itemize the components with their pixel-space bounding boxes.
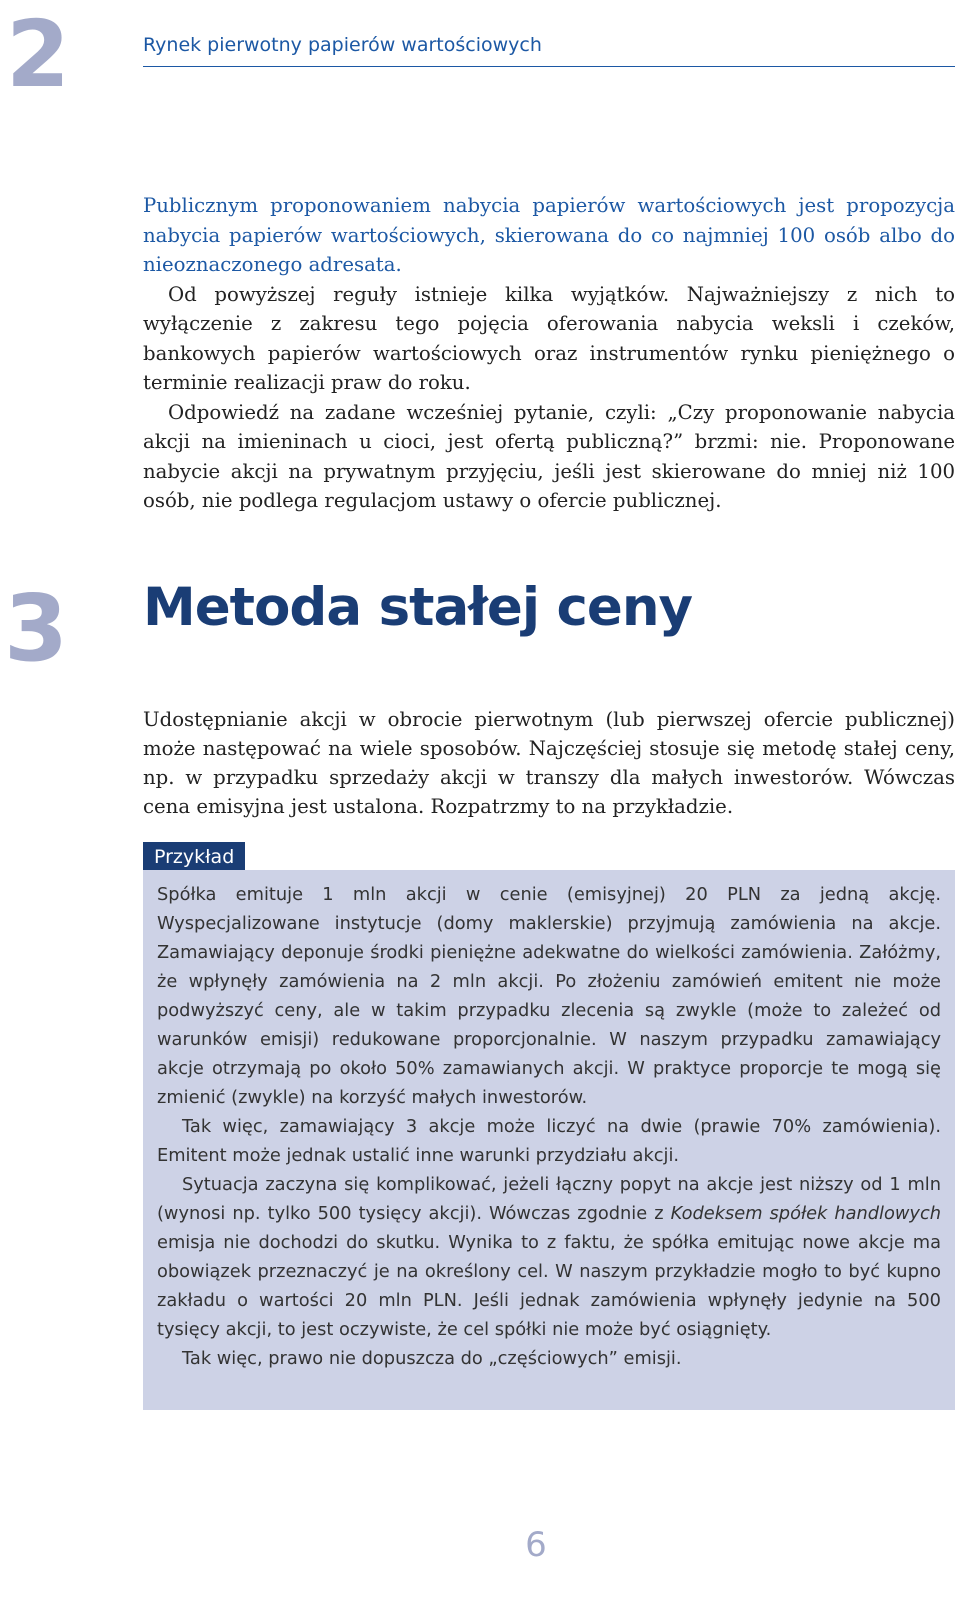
answer-paragraph: Odpowiedź na zadane wcześniej pytanie, czyli: „Czy proponowanie nabycia akcji na imieninach u cioci, jest ofertą publiczną?” brzmi: nie. Proponowane nabycie akcji na prywatnym przyjęciu, jeśli jest skierowane do mniej niż 100 osób, nie podlega regulacjom ustawy o ofercie publicznej. [143,400,955,512]
section-body-paragraph: Udostępnianie akcji w obrocie pierwotnym (lub pierwszej ofercie publicznej) może następować na wiele sposobów. Najczęściej stosuje się metodę stałej ceny, np. w przypadku sprzedaży akcji w transzy dla małych inwestorów. Wówczas cena emisyjna jest ustalona. Rozpatrzmy to na przykładzie. [143,708,955,818]
example-label: Przykład [143,842,245,872]
section-title: Metoda stałej ceny [143,577,693,638]
example-paragraph-3 [157,1170,941,1344]
chapter-number: 2 [6,1,71,108]
example-paragraph-3-end: emisja nie dochodzi do skutku. Wynika to z faktu, że spółka emitując nowe akcje ma obowiązek przeznaczyć je na określony cel. W naszym przykładzie mogło to być kupno zakładu o wartości 20 mln PLN. Jeśli jednak zamówienia wpłynęły jedynie na 500 tysięcy akcji, to jest oczywiste, że cel spółki nie może być osiągnięty. [157,1232,941,1340]
code-reference: Kodeksem spółek handlowych [670,1203,941,1224]
section-number: 3 [4,575,69,682]
page-number: 6 [525,1525,547,1565]
intro-section [143,191,955,516]
header-rule [143,66,955,67]
example-paragraph-2: Tak więc, zamawiający 3 akcje może liczyć na dwie (prawie 70% zamówienia). Emitent może jednak ustalić inne warunki przydziału akcji. [157,1116,941,1166]
example-paragraph-4: Tak więc, prawo nie dopuszcza do „częściowych” emisji. [182,1348,682,1369]
example-paragraph-3-start: Sytuacja zaczyna się komplikować, jeżeli łączny popyt na akcje jest niższy od 1 mln (wynosi np. tylko 500 tysięcy akcji). Wówczas zgodnie z [157,1174,941,1224]
running-header-title: Rynek pierwotny papierów wartościowych [143,34,542,56]
definition-paragraph: Publicznym proponowaniem nabycia papierów wartościowych jest propozycja nabycia papierów wartościowych, skierowana do co najmniej 100 osób albo do nieoznaczonego adresata. [143,194,955,276]
exceptions-paragraph: Od powyższej reguły istnieje kilka wyjątków. Najważniejszy z nich to wyłączenie z zakresu tego pojęcia oferowania nabycia weksli i czeków, bankowych papierów wartościowych oraz instrumentów rynku pieniężnego o terminie realizacji praw do roku. [143,282,955,394]
example-paragraph-1: Spółka emituje 1 mln akcji w cenie (emisyjnej) 20 PLN za jedną akcję. Wyspecjalizowane instytucje (domy maklerskie) przyjmują zamówienia na akcje. Zamawiający deponuje środki pieniężne adekwatne do wielkości zamówienia. Załóżmy, że wpłynęły zamówienia na 2 mln akcji. Po złożeniu zamówień emitent nie może podwyższyć ceny, ale w takim przypadku zlecenia są zwykle (może to zależeć od warunków emisji) redukowane proporcjonalnie. W naszym przypadku zamawiający akcje otrzymają po około 50% zamawianych akcji. W praktyce proporcje te mogą się zmienić (zwykle) na korzyść małych inwestorów. [157,884,941,1108]
example-box [143,870,955,1410]
